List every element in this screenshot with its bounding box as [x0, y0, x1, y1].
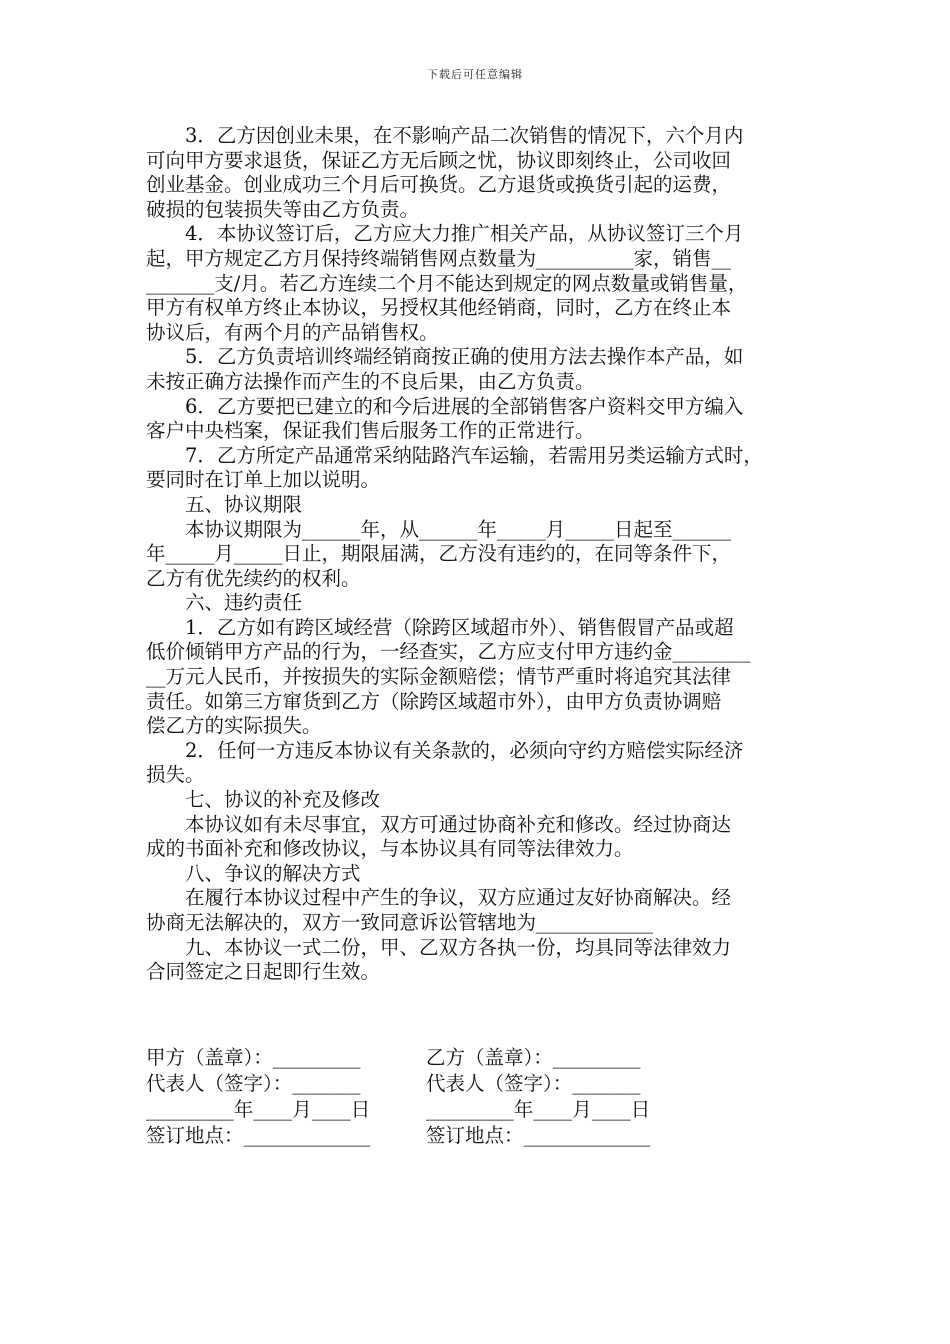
party-b-representative: 代表人（签字）：_______ — [426, 1072, 641, 1095]
text-line: 3．乙方因创业未果，在不影响产品二次销售的情况下，六个月内 — [146, 124, 744, 147]
text-line: 协商无法解决的，双方一致同意诉讼管辖地为____________ — [146, 911, 654, 934]
text-line: 甲方有权单方终止本协议，另授权其他经销商，同时，乙方在终止本 — [146, 296, 732, 320]
party-a-representative: 代表人（签字）：_______ — [146, 1072, 361, 1095]
text-line: 5．乙方负责培训终端经销商按正确的使用方法去操作本产品，如 — [146, 345, 744, 369]
text-line: 起，甲方规定乙方月保持终端销售网点数量为__________家，销售__ — [146, 246, 732, 270]
party-a-place: 签订地点：_____________ — [146, 1124, 371, 1147]
text-line: __万元人民币，并按损失的实际金额赔偿；情节严重时将追究其法律 — [146, 665, 732, 689]
party-b-seal: 乙方（盖章）：_________ — [426, 1046, 641, 1069]
text-line: 7．乙方所定产品通常采纳陆路汽车运输，若需用另类运输方式时， — [146, 443, 763, 467]
text-line: 2．任何一方违反本协议有关条款的，必须向守约方赔偿实际经济 — [146, 738, 744, 762]
text-line: 在履行本协议过程中产生的争议，双方应通过友好协商解决。经 — [146, 886, 732, 910]
text-line: 6．乙方要把已建立的和今后进展的全部销售客户资料交甲方编入 — [146, 394, 744, 418]
text-line: 创业基金。创业成功三个月后可换货。乙方退货或换货引起的运费， — [146, 173, 732, 197]
text-line: 乙方有优先续约的权利。 — [146, 566, 361, 590]
text-line: 1．乙方如有跨区域经营（除跨区域超市外）、销售假冒产品或超 — [146, 615, 734, 639]
party-a-date: _________年____月____日 — [146, 1098, 371, 1121]
text-line: 4．本协议签订后，乙方应大力推广相关产品，从协议签订三个月 — [146, 222, 744, 246]
text-line: 合同签定之日起即行生效。 — [146, 960, 381, 984]
party-b-date: _________年____月____日 — [426, 1098, 651, 1121]
section-heading: 五、协议期限 — [146, 492, 303, 516]
section-heading: 六、违约责任 — [146, 591, 303, 615]
text-line: 可向甲方要求退货，保证乙方无后顾之忧，协议即刻终止，公司收回 — [146, 148, 732, 172]
text-line: 损失。 — [146, 763, 205, 787]
party-b-place: 签订地点：_____________ — [426, 1124, 651, 1147]
section-heading: 八、争议的解决方式 — [146, 861, 361, 885]
text-line: 协议后，有两个月的产品销售权。 — [146, 320, 439, 344]
text-line: 本协议期限为______年，从______年_____月_____日起至______ — [146, 517, 732, 541]
text-line: 本协议如有未尽事宜，双方可通过协商补充和修改。经过协商达 — [146, 812, 732, 836]
signature-row-seal — [146, 1045, 706, 1071]
signature-block — [146, 1045, 706, 1149]
signature-row-representative — [146, 1071, 706, 1097]
text-line: 责任。如第三方窜货到乙方（除跨区域超市外），由甲方负责协调赔 — [146, 689, 722, 713]
text-line: 客户中央档案，保证我们售后服务工作的正常进行。 — [146, 419, 595, 443]
text-line: 未按正确方法操作而产生的不良后果，由乙方负责。 — [146, 369, 595, 393]
text-line: _______支/月。若乙方连续二个月不能达到规定的网点数量或销售量， — [146, 271, 748, 295]
text-line: 九、本协议一式二份，甲、乙双方各执一份，均具同等法律效力 — [146, 935, 732, 959]
signature-row-place — [146, 1123, 706, 1149]
party-a-seal: 甲方（盖章）：_________ — [146, 1046, 361, 1069]
text-line: 破损的包装损失等由乙方负责。 — [146, 197, 420, 221]
text-line: 偿乙方的实际损失。 — [146, 714, 322, 738]
section-heading: 七、协议的补充及修改 — [146, 788, 381, 812]
text-line: 要同时在订单上加以说明。 — [146, 468, 381, 492]
text-line: 低价倾销甲方产品的行为，一经查实，乙方应支付甲方违约金________ — [146, 640, 751, 664]
signature-row-date — [146, 1097, 706, 1123]
text-line: 成的书面补充和修改协议，与本协议具有同等法律效力。 — [146, 837, 634, 861]
text-line: 年_____月_____日止，期限届满，乙方没有违约的，在同等条件下， — [146, 542, 732, 566]
page-header: 下载后可任意编辑 — [427, 68, 523, 81]
contract-body — [146, 124, 811, 985]
